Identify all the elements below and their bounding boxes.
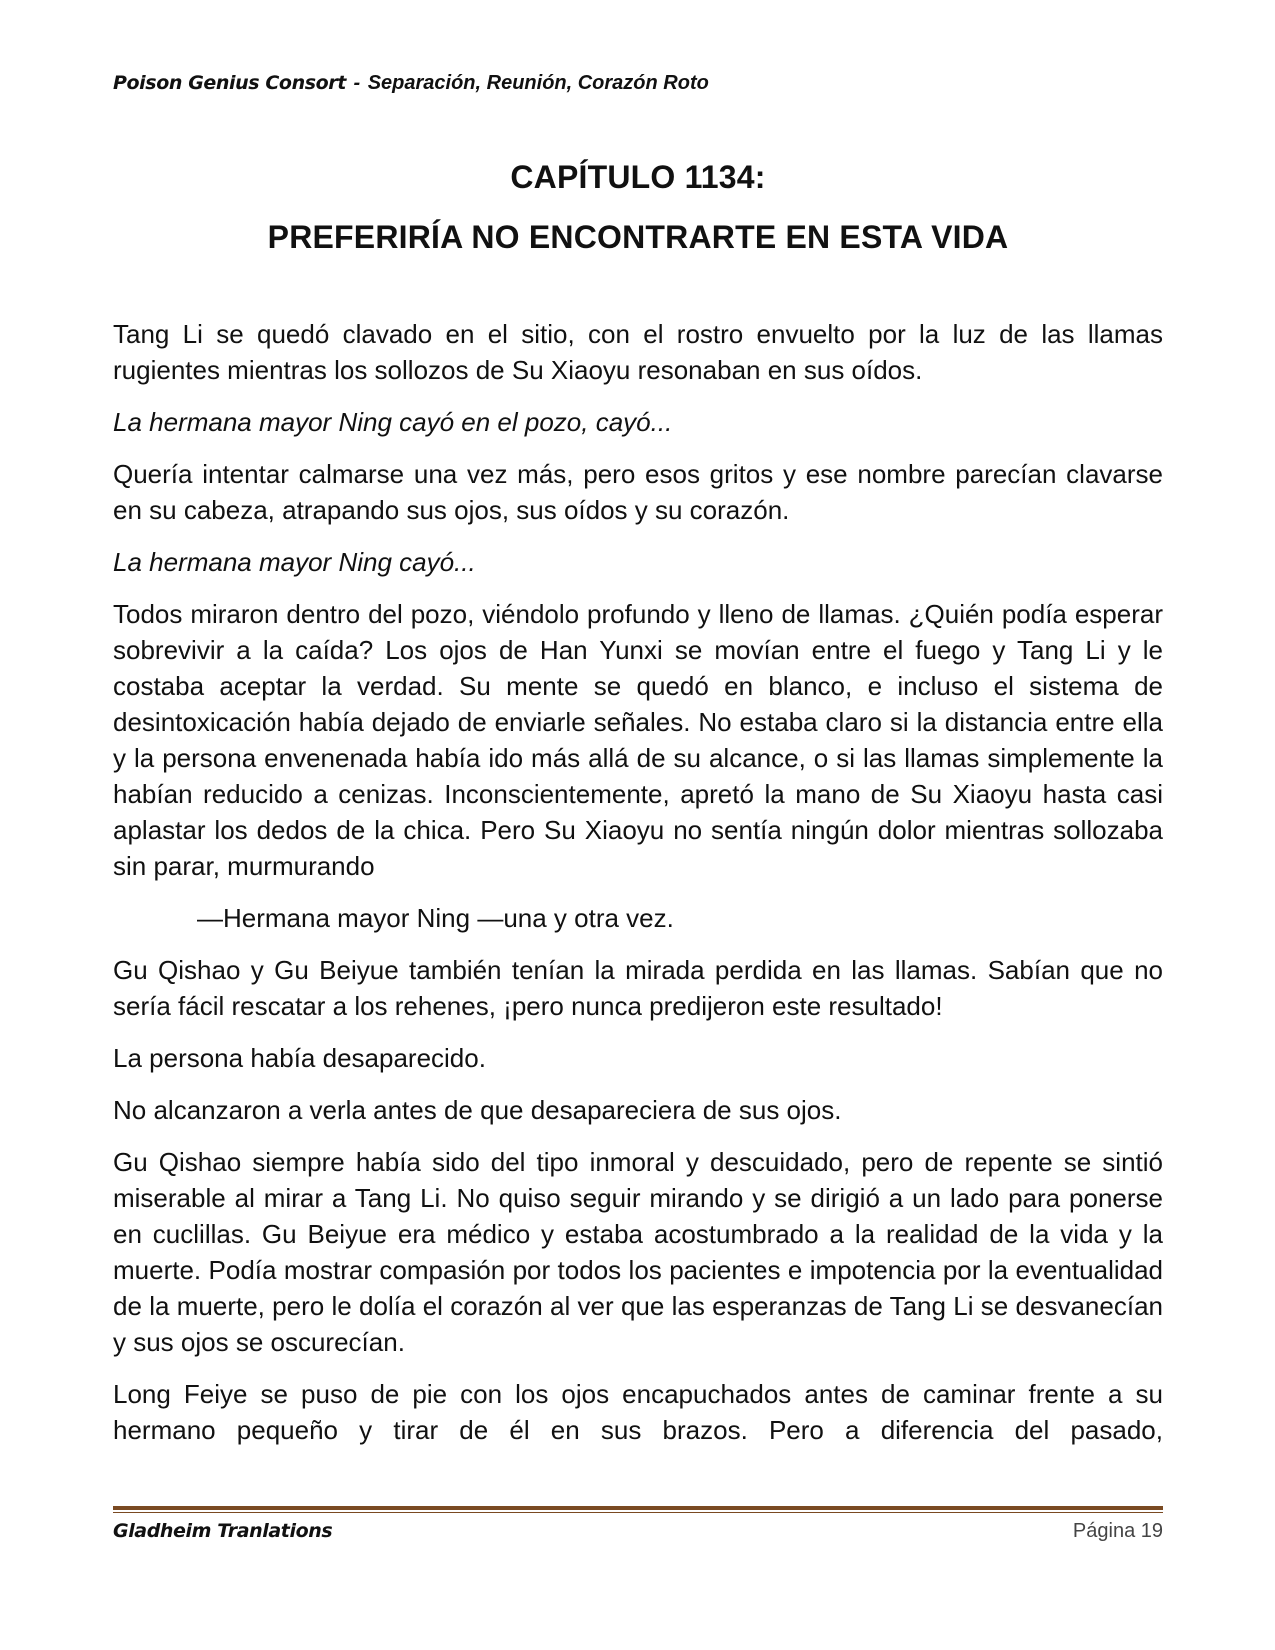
paragraph-dialog: —Hermana mayor Ning —una y otra vez. <box>197 903 674 933</box>
header-separator: - <box>353 72 361 94</box>
footer-rule-thin <box>113 1512 1163 1513</box>
chapter-heading <box>113 147 1163 267</box>
arc-title: Separación, Reunión, Corazón Roto <box>367 72 709 94</box>
paragraph-italic: La hermana mayor Ning cayó en el pozo, cayó... <box>113 407 673 437</box>
paragraph: Todos miraron dentro del pozo, viéndolo profundo y lleno de llamas. ¿Quién podía esperar sobrevivir a la caída? Los ojos de Han Yunxi se movían entre el fuego y Tang Li y le costaba aceptar la verdad. Su mente se quedó en blanco, e incluso el sistema de desintoxicación había dejado de enviarle señales. No estaba claro si la distancia entre ella y la persona envenenada había ido más allá de su alcance, o si las llamas simplemente la habían reducido a cenizas. Inconscientemente, apretó la mano de Su Xiaoyu hasta casi aplastar los dedos de la chica. Pero Su Xiaoyu no sentía ningún dolor mientras sollozaba sin parar, murmurando <box>113 599 1163 881</box>
book-title: Poison Genius Consort <box>113 72 346 94</box>
paragraph: Gu Qishao y Gu Beiyue también tenían la mirada perdida en las llamas. Sabían que no sería fácil rescatar a los rehenes, ¡pero nunca predijeron este resultado! <box>113 955 1163 1021</box>
paragraph: No alcanzaron a verla antes de que desapareciera de sus ojos. <box>113 1095 842 1125</box>
translator-credit: Gladheim Tranlations <box>113 1520 333 1542</box>
chapter-title: PREFERIRÍA NO ENCONTRARTE EN ESTA VIDA <box>267 219 1009 255</box>
paragraph: Gu Qishao siempre había sido del tipo inmoral y descuidado, pero de repente se sintió miserable al mirar a Tang Li. No quiso seguir mirando y se dirigió a un lado para ponerse en cuclillas. Gu Beiyue era médico y estaba acostumbrado a la realidad de la vida y la muerte. Podía mostrar compasión por todos los pacientes e impotencia por la eventualidad de la muerte, pero le dolía el corazón al ver que las esperanzas de Tang Li se desvanecían y sus ojos se oscurecían. <box>113 1147 1163 1357</box>
page-number: Página 19 <box>1072 1520 1163 1542</box>
chapter-body <box>113 316 1163 1464</box>
paragraph: La persona había desaparecido. <box>113 1043 486 1073</box>
paragraph: Quería intentar calmarse una vez más, pero esos gritos y ese nombre parecían clavarse en su cabeza, atrapando sus ojos, sus oídos y su corazón. <box>113 459 1163 525</box>
running-header <box>113 72 1163 95</box>
footer-rule <box>113 1506 1163 1510</box>
paragraph: Long Feiye se puso de pie con los ojos encapuchados antes de caminar frente a su hermano pequeño y tirar de él en sus brazos. Pero a diferencia del pasado, <box>113 1379 1163 1445</box>
paragraph: Tang Li se quedó clavado en el sitio, con el rostro envuelto por la luz de las llamas rugientes mientras los sollozos de Su Xiaoyu resonaban en sus oídos. <box>113 319 1163 385</box>
chapter-number: CAPÍTULO 1134: <box>510 159 766 195</box>
paragraph-italic: La hermana mayor Ning cayó... <box>113 547 476 577</box>
